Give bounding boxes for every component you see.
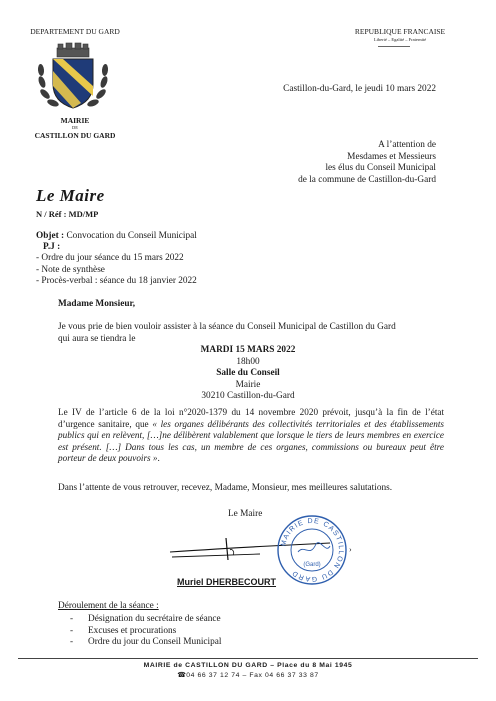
- salutation: Madame Monsieur,: [58, 299, 136, 309]
- invitation-line: qui aura se tiendra le: [58, 333, 136, 344]
- footer-address: MAIRIE de CASTILLON DU GARD – Place du 8 Mai 1945: [143, 662, 353, 669]
- pj-list: [36, 253, 197, 288]
- agenda-item: - Excuses et procurations: [70, 625, 177, 636]
- objet-line: [36, 231, 197, 243]
- republic-name: REPUBLIQUE FRANCAISE: [354, 27, 446, 36]
- le-maire-title: Le Maire: [36, 186, 105, 205]
- agenda-list: [70, 614, 222, 649]
- stamp-ring-text: MAIRIE DE CASTILLON DU GARD: [280, 517, 345, 583]
- legal-end: .: [157, 453, 160, 463]
- pj-item: - Procès-verbal : séance du 18 janvier 2022: [36, 276, 197, 286]
- reference: N / Réf : MD/MP: [36, 209, 99, 219]
- coat-of-arms-icon: [33, 42, 113, 112]
- meeting-room: Salle du Conseil: [216, 368, 280, 378]
- mairie-label: MAIRIE: [60, 116, 90, 125]
- pj-item: - Ordre du jour séance du 15 mars 2022: [36, 253, 184, 263]
- legal-paragraph: [58, 407, 444, 465]
- agenda-title: Déroulement de la séance :: [58, 601, 159, 611]
- invitation-line: Je vous prie de bien vouloir assister à la séance du Conseil Municipal de Castillon du Gard: [58, 322, 396, 332]
- mayor-name: Muriel DHERBECOURT: [177, 577, 277, 587]
- objet-label: Objet :: [36, 231, 65, 241]
- meeting-time: 18h00: [236, 356, 260, 367]
- meeting-block: [140, 345, 356, 403]
- mairie-town-label: CASTILLON DU GARD: [34, 131, 116, 140]
- department-name: DEPARTEMENT DU GARD: [30, 27, 120, 36]
- closing-sentence: Dans l’attente de vous retrouver, recevez, Madame, Monsieur, mes meilleures salutations.: [58, 483, 393, 493]
- agenda-item: - Désignation du secrétaire de séance: [70, 614, 221, 624]
- legal-text: Le IV de l’article 6 de la loi n°2020-1379 du 14 novembre 2020 prévoit, jusqu’à la fin de l’état d’urgence sanitaire, que: [58, 407, 444, 429]
- signature-label: Le Maire: [228, 509, 263, 519]
- signature-tick: ›: [349, 545, 352, 554]
- meeting-place: Mairie: [235, 379, 261, 390]
- meeting-address: 30210 Castillon-du-Gard: [201, 391, 295, 401]
- meeting-date: MARDI 15 MARS 2022: [200, 345, 296, 355]
- official-stamp-icon: [276, 514, 348, 586]
- recipient-line: de la commune de Castillon-du-Gard: [298, 174, 436, 185]
- mairie-de-label: DE: [72, 125, 78, 130]
- pj-label: P.J :: [43, 242, 61, 252]
- recipient-line: les élus du Conseil Municipal: [325, 163, 436, 173]
- objet-text: Convocation du Conseil Municipal: [64, 231, 197, 241]
- recipient-line: A l’attention de: [378, 140, 436, 150]
- recipient-block: [220, 140, 436, 186]
- footer-phone: ☎04 66 37 12 74 – Fax 04 66 37 33 87: [177, 672, 319, 679]
- recipient-line: Mesdames et Messieurs: [347, 151, 436, 162]
- motto-divider: [378, 46, 410, 47]
- republic-motto: Liberté – Egalité – Fraternité: [373, 37, 427, 42]
- invitation-paragraph: [58, 322, 446, 345]
- pj-item: - Note de synthèse: [36, 264, 105, 275]
- legal-quote: « les organes délibérants des collectivités territoriales et des établissements publics qui en relèvent, […]ne délibèrent valablement que lorsque le tiers de leurs membres en exercice est présent. […] Dans tous les cas, un membre de ces organes, commissions ou bureaux peut être porteur de deux pouvoirs »: [58, 418, 444, 463]
- date-line: Castillon-du-Gard, le jeudi 10 mars 2022: [283, 84, 436, 94]
- agenda-item: - Ordre du jour du Conseil Municipal: [70, 637, 222, 647]
- footer-divider: [18, 658, 478, 659]
- stamp-center-text: (Gard): [303, 562, 321, 568]
